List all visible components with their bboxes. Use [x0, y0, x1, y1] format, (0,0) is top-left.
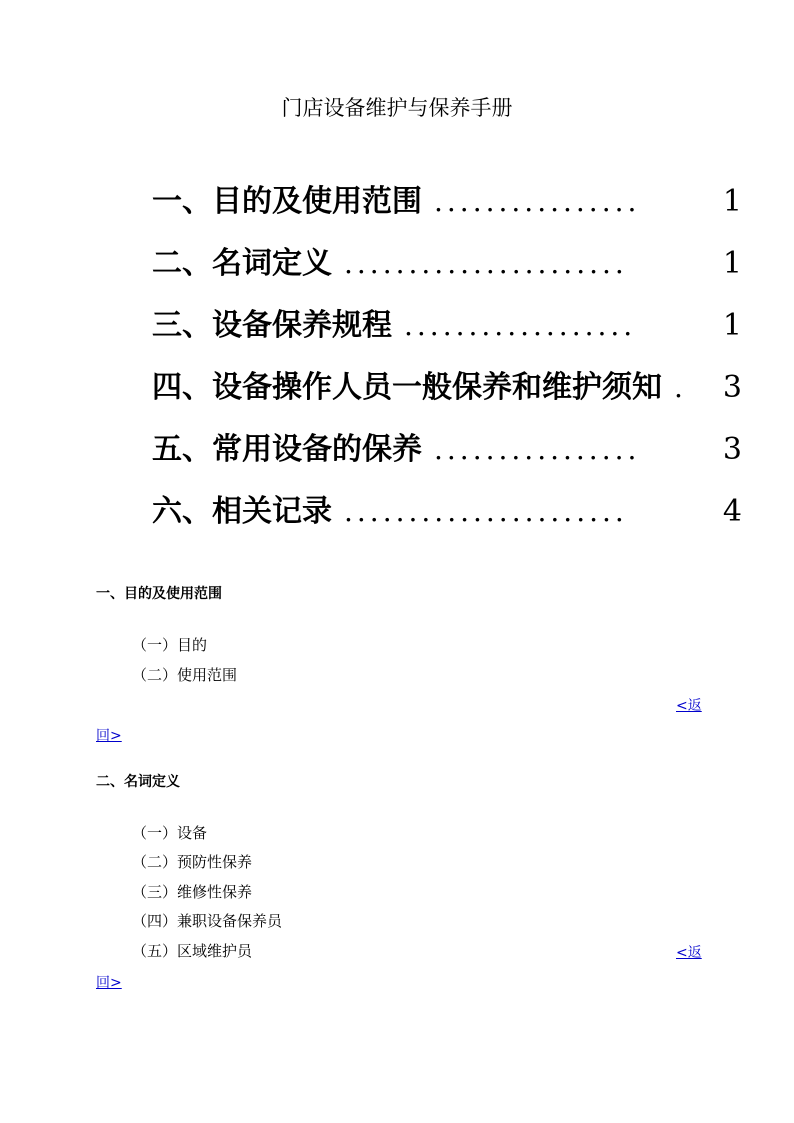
- back-link-continued[interactable]: 回>: [96, 728, 122, 744]
- toc-leader-dots: ......................: [344, 495, 628, 528]
- toc-leader-dots: ................: [434, 433, 641, 466]
- back-link-continued[interactable]: 回>: [96, 975, 122, 991]
- toc-page-number: 4: [722, 494, 742, 529]
- toc-entry[interactable]: [152, 408, 742, 470]
- toc-leader-dots: ................: [434, 185, 641, 218]
- toc-page-number: 3: [722, 432, 742, 467]
- toc-entry-label: 一、目的及使用范围: [152, 184, 422, 219]
- toc-leader-dots: ..................: [404, 309, 637, 342]
- toc-entry[interactable]: [152, 160, 742, 222]
- toc-page-number: 1: [722, 246, 742, 281]
- section-sub-item: （一）设备: [132, 824, 208, 842]
- toc-entry-label: 三、设备保养规程: [152, 308, 392, 343]
- document-title: 门店设备维护与保养手册: [281, 96, 513, 120]
- toc-entry[interactable]: [152, 346, 742, 408]
- toc-entry-label: 五、常用设备的保养: [152, 432, 422, 467]
- toc-leader-dots: .: [674, 371, 687, 404]
- back-link[interactable]: <返: [676, 945, 702, 961]
- toc-entry[interactable]: [152, 222, 742, 284]
- section-sub-item: （一）目的: [132, 636, 208, 654]
- section-sub-item: （四）兼职设备保养员: [132, 912, 283, 930]
- toc-page-number: 3: [722, 370, 742, 405]
- section-sub-item: （三）维修性保养: [132, 883, 253, 901]
- toc-entry-label: 二、名词定义: [152, 246, 332, 281]
- toc-entry[interactable]: [152, 470, 742, 532]
- section-heading: 二、名词定义: [96, 774, 180, 790]
- section-sub-item: （二）预防性保养: [132, 853, 253, 871]
- toc-page-number: 1: [722, 308, 742, 343]
- toc-entry-label: 六、相关记录: [152, 494, 332, 529]
- table-of-contents: [152, 160, 742, 532]
- toc-leader-dots: ......................: [344, 247, 628, 280]
- toc-page-number: 1: [722, 184, 742, 219]
- toc-entry-label: 四、设备操作人员一般保养和维护须知: [152, 370, 662, 405]
- back-link[interactable]: <返: [676, 698, 702, 714]
- section-heading: 一、目的及使用范围: [96, 586, 222, 602]
- section-sub-item: （二）使用范围: [132, 666, 238, 684]
- toc-entry[interactable]: [152, 284, 742, 346]
- section-sub-item: （五）区域维护员: [132, 942, 253, 960]
